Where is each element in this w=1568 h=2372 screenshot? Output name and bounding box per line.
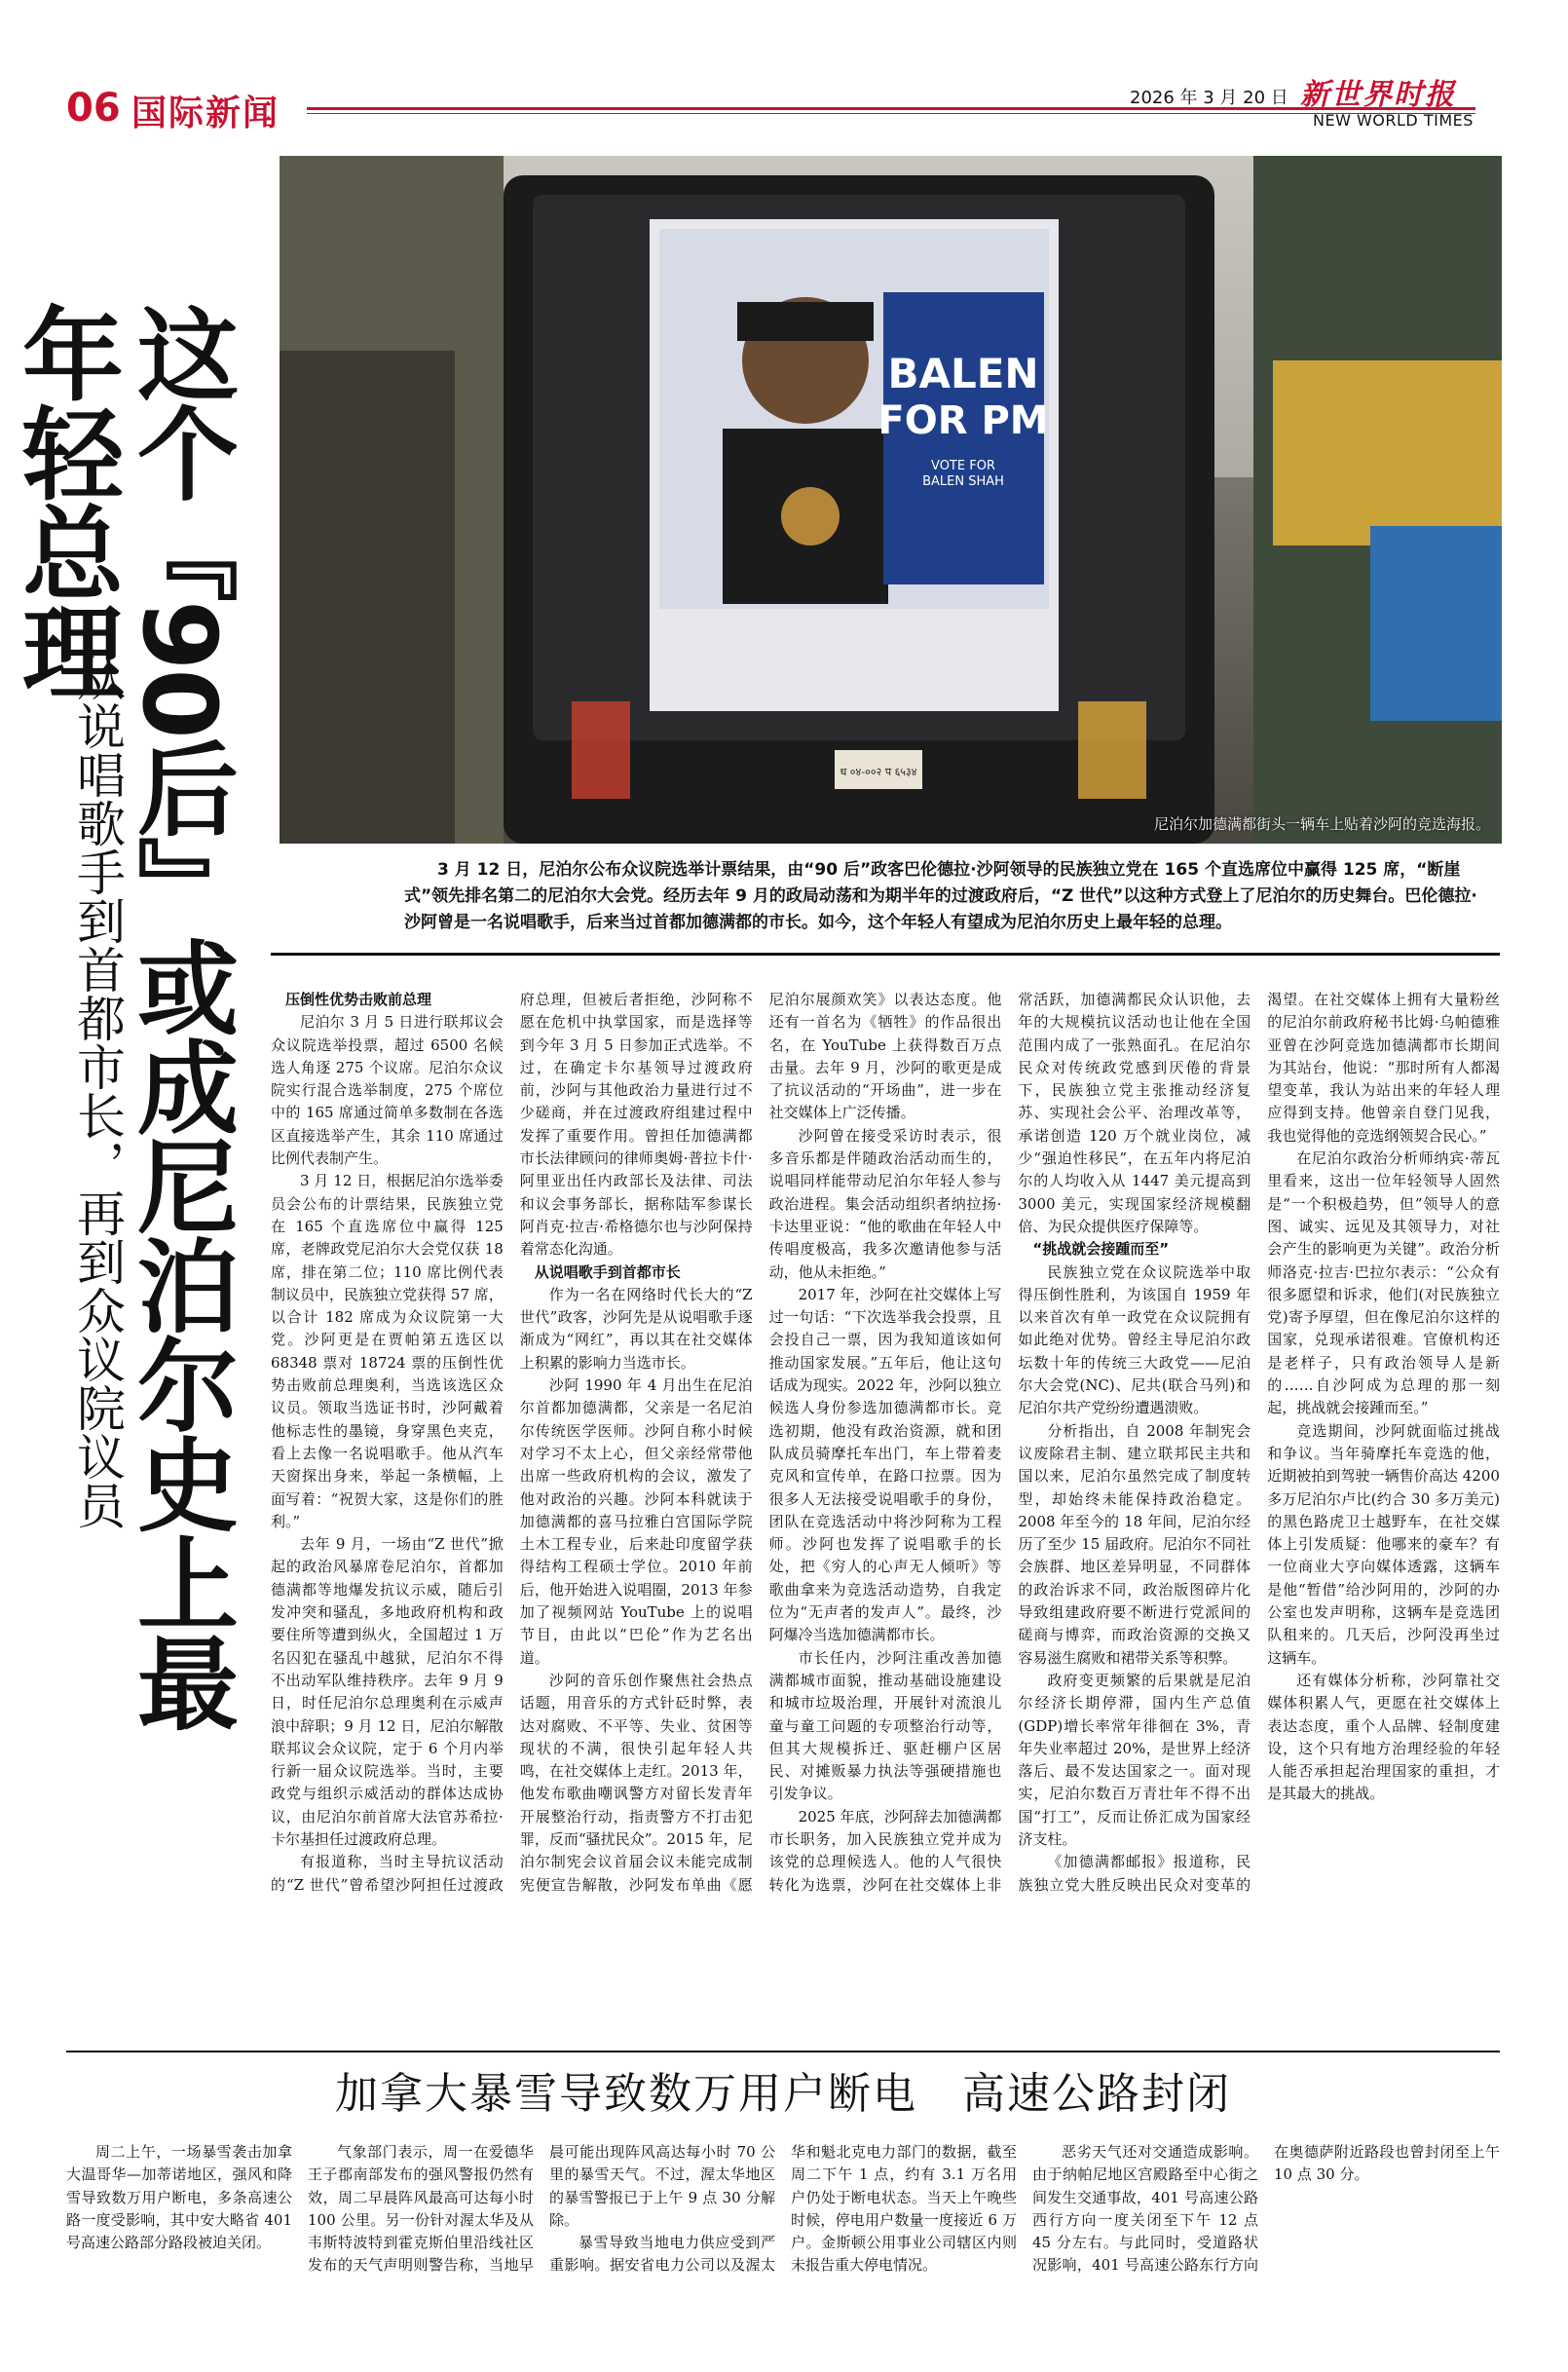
article-paragraph: 作为一名在网络时代长大的“Z 世代”政客，沙阿先是从说唱歌手逐渐成为“网红”，再以其在社交媒体上积累的影响力当选市长。 <box>519 1285 753 1372</box>
poster-text-1: BALEN <box>887 350 1039 397</box>
bottom-story-paragraph: 恶劣天气还对交通造成影响。由于纳帕尼地区宫殿路至中心街之间发生交通事故，401 号高速公路西行方向一度关闭至下午 12 点 45 分左右。与此同时，受道路状况影响，401 号高速公路东行方向在奥德萨附近路段也曾封闭至上午 10 点 30 分。 <box>1032 2143 1500 2275</box>
article-paragraph: 去年 9 月，一场由“Z 世代”掀起的政治风暴席卷尼泊尔，首都加德满都等地爆发抗议示威，随后引发冲突和骚乱，多地政府机构和政要住所等遭到纵火，全国超过 1 万名囚犯在骚乱中越狱，尼泊尔不得不出动军队维持秩序。去年 9 月 9 日，时任尼泊尔总理奥利在示威声浪中辞职；9 月 12 日，尼泊尔解散联邦议会众议院，定于 6 个月内举行新一届众议院选举。当时，主要政党与组织示威活动的群体达成协议，由尼泊尔前首席大法官苏希拉·卡尔基担任过渡政府总理。 <box>271 1535 504 1848</box>
article-subheading: “挑战就会接踵而至” <box>1032 1240 1170 1259</box>
bottom-story-paragraph: 周二上午，一场暴雪袭击加拿大温哥华—加蒂诺地区，强风和降雪导致数万用户断电，多条高速公路一度受影响，其中安大略省 401 号高速公路部分路段被迫关闭。 <box>66 2143 292 2252</box>
bottom-story-headline: 加拿大暴雪导致数万用户断电 高速公路封闭 <box>335 2069 1231 2119</box>
main-headline: 这个『90后』或成尼泊尔史上最年轻总理 <box>5 302 239 1731</box>
page-number: 06 <box>66 86 121 131</box>
poster-text-2: FOR PM <box>877 398 1049 443</box>
article-body <box>271 989 1500 2033</box>
lead-paragraph: 3 月 12 日，尼泊尔公布众议院选举计票结果，由“90 后”政客巴伦德拉·沙阿领导的民族独立党在 165 个直选席位中赢得 125 席，“断崖式”领先排名第二的尼泊尔大会党。经历去年 9 月的政局动荡和为期半年的过渡政府后，“Z 世代”以这种方式登上了尼泊尔的历史舞台。巴伦德拉·沙阿曾是一名说唱歌手，后来当过首都加德满都的市长。如今，这个年轻人有望成为尼泊尔历史上最年轻的总理。 <box>404 860 1477 932</box>
article-paragraph: 民族独立党在众议院选举中取得压倒性胜利，为该国自 1959 年以来首次有单一政党在众议院拥有如此绝对优势。曾经主导尼泊尔政坛数十年的传统三大政党——尼泊尔大会党(NC)、尼共(联合马列)和尼泊尔共产党纷纷遭遇溃败。 <box>1018 1262 1251 1417</box>
article-paragraph: 2025 年底，沙阿辞去加德满都市长职务，加入民族独立党并成为该党的总理候选人。他的人气很快转化为选票，沙阿在社交媒体上非常活跃，加德满都民众认识他，去年的大规模抗议活动也让他在全国范围内成了一张熟面孔。在尼泊尔民众对传统政党感到厌倦的背景下，民族独立党主张推动经济复苏、实现社会公平、治理改革等，承诺创造 120 万个就业岗位，减少“强迫性移民”，在五年内将尼泊尔的人均收入从 1447 美元提高到 3000 美元，实现国家经济规模翻倍、为民众提供医疗保障等。 <box>768 991 1251 1894</box>
section-title: 国际新闻 <box>131 94 280 133</box>
article-paragraph: 政府变更频繁的后果就是尼泊尔经济长期停滞，国内生产总值(GDP)增长率常年徘徊在 3%，青年失业率超过 20%，是世界上经济落后、最不发达国家之一。面对现实，尼泊尔数百万青壮年不得不出国“打工”，反而让侨汇成为国家经济支柱。 <box>1018 1671 1251 1848</box>
article-paragraph: 2017 年，沙阿在社交媒体上写过一句话：“下次选举我会投票，且会投自己一票，因为我知道该如何推动国家发展。”五年后，他让这句话成为现实。2022 年，沙阿以独立候选人身份参选加德满都市长。竞选初期，他没有政治资源，就和团队成员骑摩托车出门，车上带着麦克风和宣传单，在路口拉票。因为很多人无法接受说唱歌手的身份，团队在竞选活动中将沙阿称为工程师。沙阿也发挥了说唱歌手的长处，把《穷人的心声无人倾听》等歌曲拿来为竞选活动造势，自我定位为“无声者的发声人”。最终，沙阿爆冷当选加德满都市长。 <box>768 1285 1002 1644</box>
masthead-rule-thin <box>307 113 1475 114</box>
article-subheading: 压倒性优势击败前总理 <box>285 991 432 1008</box>
license-plate: ध ०४-००२ प ६५३४ <box>840 766 917 778</box>
lead-divider <box>271 953 1500 956</box>
article-paragraph: 沙阿 1990 年 4 月出生在尼泊尔首都加德满都，父亲是一名尼泊尔传统医学医师。沙阿自称小时候对学习不太上心，但父亲经常带他出席一些政府机构的会议，激发了他对政治的兴趣。沙阿本科就读于加德满都的喜马拉雅白宫国际学院土木工程专业，后来赴印度留学获得结构工程硕士学位。2010 年前后，他开始进入说唱圈，2013 年参加了视频网站 YouTube 上的说唱节目，由此以“巴伦”作为艺名出道。 <box>519 1376 753 1667</box>
article-paragraph: 有报道称，当时主导抗议活动的“Z 世代”曾希望沙阿担任过渡政府总理，但被后者拒绝，沙阿称不愿在危机中执掌国家，而是选择等到今年 3 月 5 日参加正式选举。不过，在确定卡尔基领导过渡政府前，沙阿与其他政治力量进行过不少磋商，并在过渡政府组建过程中发挥了重要作用。曾担任加德满都市长法律顾问的律师奥姆·普拉卡什·阿里亚出任内政部长及法律、司法和议会事务部长，据称陆军参谋长阿肖克·拉吉·希格德尔也与沙阿保持着常态化沟通。 <box>271 991 753 1894</box>
newspaper-name-en: NEW WORLD TIMES <box>1313 111 1474 130</box>
photo-caption: 尼泊尔加德满都街头一辆车上贴着沙阿的竞选海报。 <box>1153 815 1490 833</box>
article-paragraph: 沙阿曾在接受采访时表示，很多音乐都是伴随政治活动而生的，说唱同样能带动尼泊尔年轻人参与政治进程。集会活动组织者纳拉扬·卡达里亚说：“他的歌曲在年轻人中传唱度极高，我多次邀请他参与活动，他从未拒绝。” <box>768 1126 1002 1281</box>
bottom-story-body <box>66 2141 1500 2336</box>
bottom-story-paragraph: 气象部门表示，周一在爱德华王子郡南部发布的强风警报仍然有效，周二早晨阵风最高可达每小时 100 公里。另一份针对渥太华及从韦斯特波特到霍克斯伯里沿线社区发布的天气声明则警告称，当地早晨可能出现阵风高达每小时 70 公里的暴雪天气。不过，渥太华地区的暴雪警报已于上午 9 点 30 分解除。 <box>308 2143 775 2275</box>
bottom-story-paragraph: 暴雪导致当地电力供应受到严重影响。据安省电力公司以及渥太华和魁北克电力部门的数据，截至周二下午 1 点，约有 3.1 万名用户仍处于断电状态。当天上午晚些时候，停电用户数量一度接近 6 万户。金斯顿公用事业公司辖区内则未报告重大停电情况。 <box>549 2143 1017 2275</box>
newspaper-logo: 新世界时报 <box>1300 78 1456 112</box>
bottom-story-rule <box>66 2051 1500 2052</box>
article-paragraph: 分析指出，自 2008 年制宪会议废除君主制、建立联邦民主共和国以来，尼泊尔虽然完成了制度转型，却始终未能保持政治稳定。2008 年至今的 18 年间，尼泊尔经历了至少 15 届政府。尼泊尔不同社会族群、地区差异明显，不同群体的政治诉求不同，政治版图碎片化导致组建政府要不断进行党派间的磋商与博弈，而政治资源的交换又容易滋生腐败和裙带关系等积弊。 <box>1018 1421 1251 1667</box>
article-paragraph: 3 月 12 日，根据尼泊尔选举委员会公布的计票结果，民族独立党在 165 个直选席位中赢得 125 席，老牌政党尼泊尔大会党仅获 18 席，排在第二位；110 席比例代表制议员中，民族独立党获得 57 席，以合计 182 席成为众议院第一大党。沙阿更是在贾帕第五选区以 68348 票对 18724 票的压倒性优势击败前总理奥利，当选该选区众议员。领取当选证书时，沙阿戴着他标志性的墨镜，身穿黑色夹克，看上去像一名说唱歌手。他从汽车天窗探出身来，举起一条横幅，上面写着：“祝贺大家，这是你们的胜利。” <box>271 1172 504 1530</box>
poster-text-3: VOTE FOR <box>931 459 995 473</box>
article-paragraph: 竞选期间，沙阿就面临过挑战和争议。当年骑摩托车竞选的他，近期被拍到驾驶一辆售价高达 4200 多万尼泊尔卢比(约合 30 多万美元)的黑色路虎卫士越野车，在社交媒体上引发质疑：他哪来的豪车？有一位商业大亨向媒体透露，这辆车是他“暂借”给沙阿用的，沙阿的办公室也发声明称，这辆车是竞选团队租来的。几天后，沙阿没再坐过这辆车。 <box>1267 1421 1500 1667</box>
article-paragraph: 在尼泊尔政治分析师纳宾·蒂瓦里看来，这出一位年轻领导人固然是“一个积极趋势，但”领导人的意图、诚实、远见及其领导力，对社会产生的影响更为关键”。政治分析师洛克·拉吉·巴拉尔表示：“公众有很多愿望和诉求，他们(对民族独立党)寄予厚望，但在像尼泊尔这样的国家，兑现承诺很难。官僚机构还是老样子，只有政治领导人是新的……自沙阿成为总理的那一刻起，挑战就会接踵而至。” <box>1267 1149 1500 1417</box>
article-paragraph: 《加德满都邮报》报道称，民族独立党大胜反映出民众对变革的渴望。在社交媒体上拥有大量粉丝的尼泊尔前政府秘书比姆·乌帕德雅亚曾在沙阿竞选加德满都市长期间为其站台，他说：“那时所有人都渴望变革，我认为站出来的年轻人理应得到支持。他曾亲自登门见我，我也觉得他的竞选纲领契合民心。” <box>1018 991 1500 1894</box>
article-paragraph: 还有媒体分析称，沙阿靠社交媒体积累人气，更愿在社交媒体上表达态度，重个人品牌、轻制度建设，这个只有地方治理经验的年轻人能否承担起治理国家的重担，才是其最大的挑战。 <box>1267 1671 1500 1803</box>
bell-icon <box>781 487 840 546</box>
article-paragraph: 沙阿的音乐创作聚焦社会热点话题，用音乐的方式针砭时弊，表达对腐败、不平等、失业、贫困等现状的不满，很快引起年轻人共鸣，在社交媒体上走红。2013 年，他发布歌曲嘲讽警方对留长发青年开展整治行动，指责警方不打击犯罪，反而“骚扰民众”。2015 年，尼泊尔制宪会议首届会议未能完成制宪便宣告解散，沙阿发布单曲《愿尼泊尔展颜欢笑》以表达态度。他还有一首名为《牺牲》的作品很出名，在 YouTube 上获得数百万点击量。去年 9 月，沙阿的歌更是成了抗议活动的“开场曲”，进一步在社交媒体上广泛传播。 <box>519 991 1002 1894</box>
issue-date: 2026 年 3 月 20 日 <box>1130 88 1288 108</box>
sub-headline: 从说唱歌手到首都市长，再到众议院议员 <box>69 653 126 1529</box>
poster-text-4: BALEN SHAH <box>922 474 1004 489</box>
rickshaw-poster-photo <box>280 156 1502 844</box>
article-subheading: 从说唱歌手到首都市长 <box>534 1262 681 1281</box>
article-paragraph: 尼泊尔 3 月 5 日进行联邦议会众议院选举投票，超过 6500 名候选人角逐 275 个议席。尼泊尔众议院实行混合选举制度，275 个席位中的 165 席通过简单多数制在各选区直接选举产生，其余 110 席通过比例代表制产生。 <box>271 1013 504 1168</box>
lead-photo <box>280 156 1502 844</box>
article-paragraph: 市长任内，沙阿注重改善加德满都城市面貌，推动基础设施建设和城市垃圾治理，开展针对流浪儿童与童工问题的专项整治行动等，但其大规模拆迁、驱赶棚户区居民、对摊贩暴力执法等强硬措施也引发争议。 <box>768 1648 1002 1803</box>
